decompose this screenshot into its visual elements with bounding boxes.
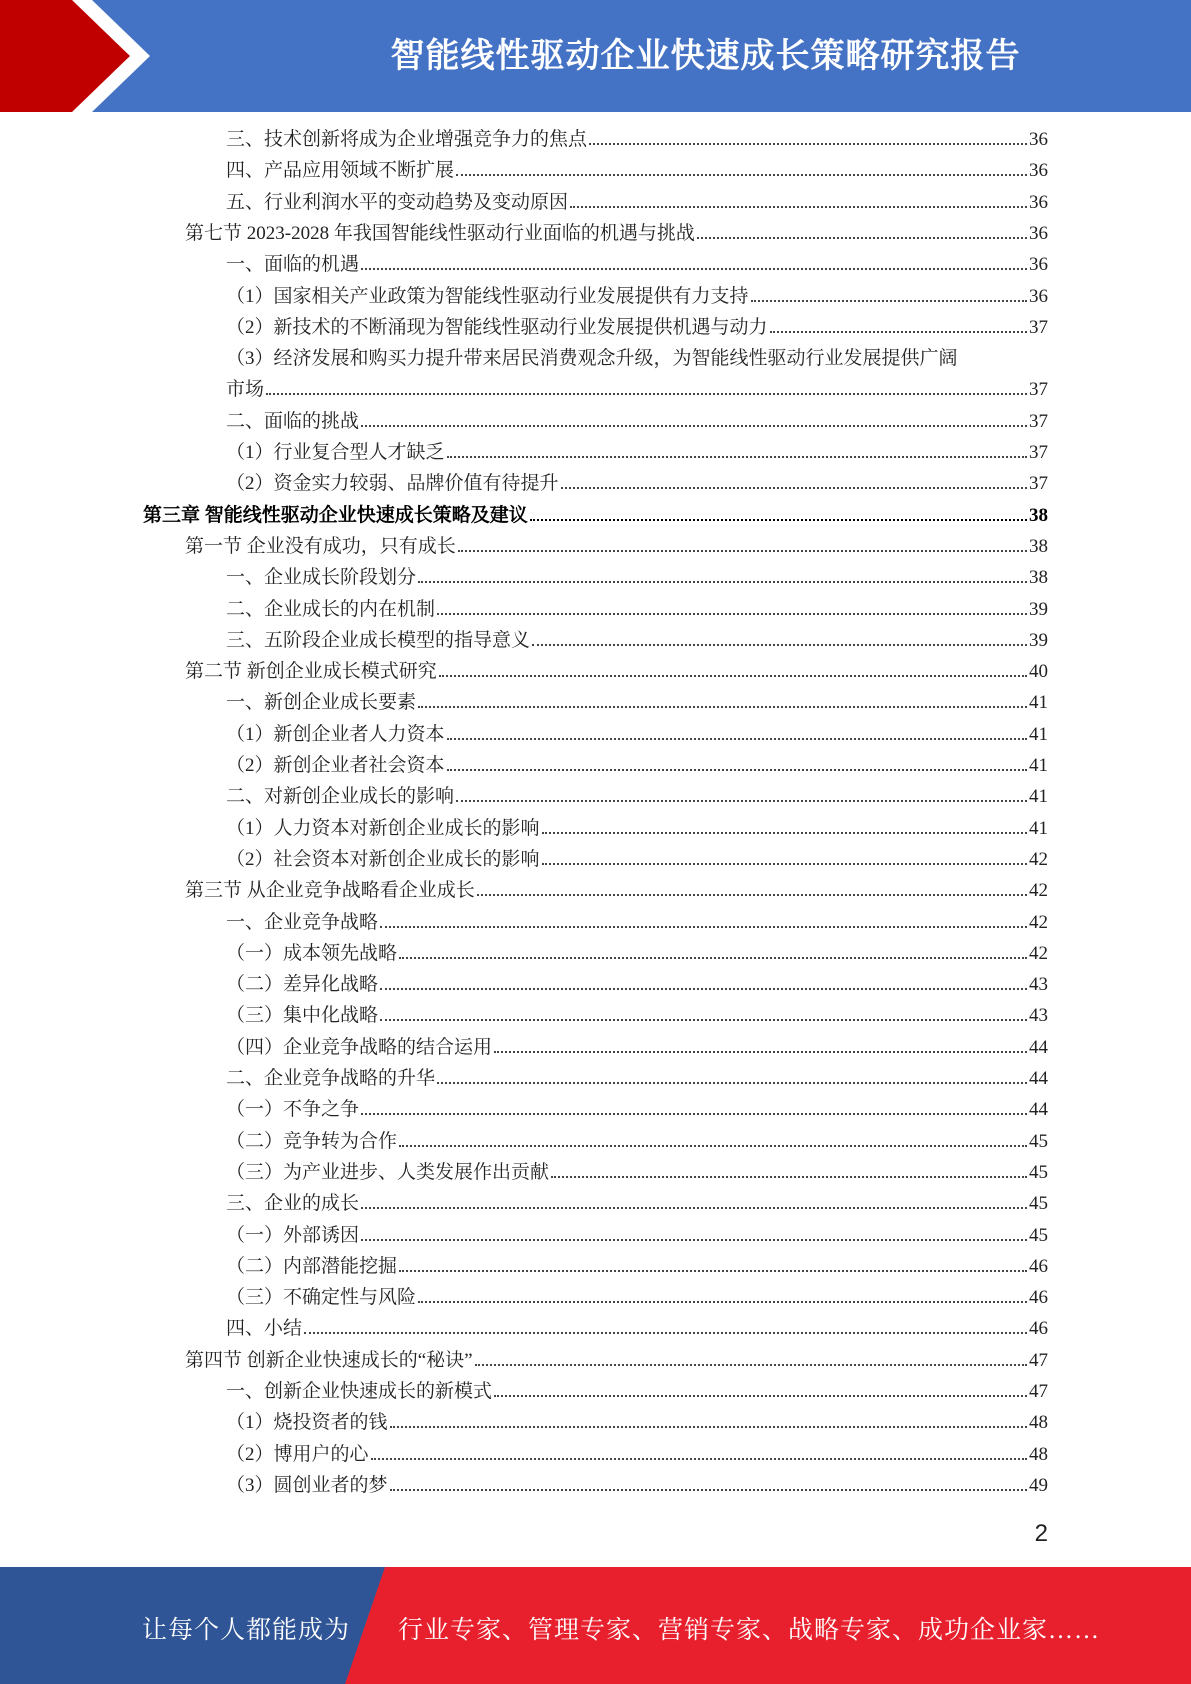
toc-dot-leader [551, 1176, 1027, 1178]
toc-subsection-entry[interactable] [226, 753, 1048, 779]
toc-dot-leader [418, 581, 1027, 583]
toc-page-number: 42 [1029, 911, 1048, 933]
toc-entry-title: （三）集中化战略 [226, 1005, 379, 1027]
toc-entry-title: 一、面临的机遇 [226, 254, 360, 276]
toc-page-number: 39 [1029, 629, 1048, 651]
toc-subsection-entry[interactable] [226, 722, 1048, 748]
toc-subsection-entry[interactable] [226, 127, 1048, 153]
toc-subsection-entry[interactable] [226, 1410, 1048, 1436]
toc-page-number: 41 [1029, 755, 1048, 776]
toc-subsection-entry[interactable] [226, 1473, 1048, 1499]
toc-dot-leader [697, 237, 1027, 239]
page-header [0, 0, 1191, 112]
toc-entry-title: （1）国家相关产业政策为智能线性驱动行业发展提供有力支持 [226, 285, 749, 307]
toc-page-number: 38 [1029, 504, 1048, 526]
toc-dot-leader [418, 1301, 1027, 1303]
toc-entry-title: 一、创新企业快速成长的新模式 [226, 1381, 493, 1402]
toc-dot-leader [530, 519, 1027, 521]
toc-entry-title: 三、企业的成长 [226, 1193, 360, 1215]
toc-subsection-entry[interactable] [226, 972, 1048, 998]
toc-subsection-entry[interactable] [226, 941, 1048, 967]
toc-dot-leader [380, 1019, 1027, 1021]
toc-page-number: 39 [1029, 598, 1048, 620]
toc-entry-title: （1）人力资本对新创企业成长的影响 [226, 817, 540, 839]
toc-subsection-entry[interactable] [226, 190, 1048, 216]
toc-section-entry[interactable] [185, 878, 1048, 904]
toc-dot-leader [304, 1332, 1027, 1334]
toc-entry-title: 四、产品应用领域不断扩展 [226, 160, 455, 182]
toc-entry-title: 三、五阶段企业成长模型的指导意义 [226, 629, 531, 651]
toc-page-number: 42 [1029, 942, 1048, 964]
toc-entry-title: 第七节 2023-2028 年我国智能线性驱动行业面临的机遇与挑战 [185, 222, 695, 244]
toc-dot-leader [361, 1239, 1027, 1241]
toc-page-number: 41 [1029, 692, 1048, 714]
toc-subsection-entry[interactable] [226, 1129, 1048, 1155]
toc-subsection-entry[interactable] [226, 1097, 1048, 1123]
toc-dot-leader [439, 675, 1027, 677]
toc-dot-leader [447, 456, 1027, 458]
toc-subsection-entry[interactable] [226, 1003, 1048, 1029]
toc-dot-leader [494, 1051, 1027, 1053]
toc-entry-title: 二、对新创企业成长的影响 [226, 786, 455, 808]
toc-entry-title: （3）圆创业者的梦 [226, 1474, 388, 1496]
toc-dot-leader [447, 738, 1027, 740]
toc-subsection-entry[interactable] [226, 1442, 1048, 1468]
toc-entry-title: （四）企业竞争战略的结合运用 [226, 1036, 493, 1058]
toc-dot-leader [456, 174, 1027, 176]
toc-page-number: 48 [1029, 1412, 1048, 1434]
toc-page-number: 37 [1029, 410, 1048, 432]
document-title: 智能线性驱动企业快速成长策略研究报告 [390, 36, 1021, 76]
toc-subsection-entry[interactable] [226, 1160, 1048, 1186]
toc-dot-leader [589, 143, 1027, 145]
toc-entry-title: 五、行业利润水平的变动趋势及变动原因 [226, 191, 569, 213]
toc-dot-leader [361, 1113, 1027, 1115]
toc-subsection-entry[interactable] [226, 816, 1048, 842]
toc-subsection-entry[interactable] [226, 628, 1048, 654]
toc-page-number: 49 [1029, 1474, 1048, 1496]
toc-page-number: 36 [1029, 160, 1048, 182]
toc-entry-title: 一、企业竞争战略 [226, 911, 379, 933]
toc-subsection-entry[interactable] [226, 377, 1048, 403]
toc-dot-leader [266, 393, 1027, 395]
toc-dot-leader [371, 1458, 1027, 1460]
toc-subsection-entry[interactable] [226, 1254, 1048, 1280]
toc-subsection-entry[interactable] [226, 1316, 1048, 1342]
toc-page-number: 36 [1029, 191, 1048, 213]
toc-dot-leader [477, 894, 1027, 896]
toc-subsection-entry[interactable] [226, 1066, 1048, 1092]
toc-dot-leader [361, 1207, 1027, 1209]
toc-entry-title: （三）为产业进步、人类发展作出贡献 [226, 1161, 550, 1183]
toc-subsection-entry[interactable] [226, 1223, 1048, 1249]
toc-page-number: 36 [1029, 254, 1048, 276]
toc-entry-title: 第一节 企业没有成功，只有成长 [185, 535, 456, 557]
toc-dot-leader [390, 1489, 1027, 1491]
toc-chapter-entry[interactable] [143, 503, 1048, 529]
toc-dot-leader [390, 1426, 1027, 1428]
toc-entry-title: （二）内部潜能挖掘 [226, 1255, 398, 1277]
toc-entry-title: 四、小结 [226, 1318, 303, 1340]
toc-page-number: 40 [1029, 661, 1048, 683]
toc-dot-leader [418, 706, 1027, 708]
toc-entry-title: （二）竞争转为合作 [226, 1130, 398, 1152]
toc-entry-title: 市场 [226, 379, 265, 401]
toc-entry-title: （2）新技术的不断涌现为智能线性驱动行业发展提供机遇与动力 [226, 316, 768, 338]
toc-subsection-entry[interactable] [226, 1379, 1048, 1405]
toc-entry-text: （3）经济发展和购买力提升带来居民消费观念升级，为智能线性驱动行业发展提供广阔 [226, 348, 958, 370]
toc-dot-leader [570, 206, 1027, 208]
toc-subsection-entry[interactable] [226, 284, 1048, 310]
toc-entry-title: 二、企业竞争战略的升华 [226, 1068, 436, 1089]
toc-page-number: 44 [1029, 1099, 1048, 1121]
toc-page-number: 48 [1029, 1443, 1048, 1465]
toc-entry-title: 二、企业成长的内在机制 [226, 598, 436, 620]
page-number: 2 [1034, 1520, 1048, 1547]
toc-page-number: 36 [1029, 222, 1048, 244]
toc-dot-leader [542, 832, 1027, 834]
toc-dot-leader [361, 425, 1027, 427]
toc-page-number: 36 [1029, 129, 1048, 150]
toc-page-number: 44 [1029, 1068, 1048, 1089]
toc-entry-title: （2）新创企业者社会资本 [226, 755, 445, 776]
toc-dot-leader [456, 800, 1027, 802]
toc-dot-leader [399, 957, 1027, 959]
toc-page-number: 46 [1029, 1287, 1048, 1309]
toc-subsection-entry[interactable] [226, 565, 1048, 591]
toc-page-number: 47 [1029, 1381, 1048, 1402]
page-footer [0, 1567, 1191, 1684]
toc-entry-title: （2）社会资本对新创企业成长的影响 [226, 848, 540, 870]
toc-page-number: 42 [1029, 848, 1048, 870]
toc-subsection-entry[interactable] [226, 784, 1048, 810]
toc-entry-title: 第二节 新创企业成长模式研究 [185, 661, 437, 683]
toc-dot-leader [770, 331, 1027, 333]
toc-page-number: 38 [1029, 567, 1048, 589]
toc-dot-leader [494, 1395, 1027, 1397]
toc-entry-title: 第三章 智能线性驱动企业快速成长策略及建议 [143, 504, 528, 526]
toc-section-entry[interactable] [185, 221, 1048, 247]
toc-page-number: 45 [1029, 1224, 1048, 1246]
toc-subsection-entry[interactable] [226, 910, 1048, 936]
toc-section-entry[interactable] [185, 659, 1048, 685]
toc-dot-leader [458, 550, 1027, 552]
toc-dot-leader [751, 300, 1027, 302]
toc-section-entry[interactable] [185, 534, 1048, 560]
toc-dot-leader [399, 1270, 1027, 1272]
toc-subsection-entry[interactable] [226, 597, 1048, 623]
toc-page-number: 37 [1029, 316, 1048, 338]
toc-page-number: 46 [1029, 1318, 1048, 1340]
toc-subsection-entry[interactable] [226, 440, 1048, 466]
toc-page-number: 47 [1029, 1349, 1048, 1371]
toc-subsection-entry[interactable] [226, 315, 1048, 341]
toc-entry-title: 一、新创企业成长要素 [226, 692, 417, 714]
toc-dot-leader [361, 268, 1027, 270]
toc-dot-leader [380, 988, 1027, 990]
toc-page-number: 45 [1029, 1193, 1048, 1215]
toc-entry-title: （一）外部诱因 [226, 1224, 360, 1246]
toc-page-number: 42 [1029, 880, 1048, 902]
toc-subsection-entry[interactable] [226, 1035, 1048, 1061]
toc-entry-title: 一、企业成长阶段划分 [226, 567, 417, 589]
toc-entry-title: （一）成本领先战略 [226, 942, 398, 964]
toc-entry-title: （一）不争之争 [226, 1099, 360, 1121]
toc-entry-title: 三、技术创新将成为企业增强竞争力的焦点 [226, 129, 588, 150]
toc-page-number: 37 [1029, 379, 1048, 401]
toc-dot-leader [447, 769, 1027, 771]
toc-page-number: 38 [1029, 535, 1048, 557]
toc-page-number: 45 [1029, 1130, 1048, 1152]
toc-dot-leader [380, 926, 1027, 928]
toc-page-number: 36 [1029, 285, 1048, 307]
toc-subsection-entry[interactable] [226, 1191, 1048, 1217]
toc-subsection-entry[interactable] [226, 409, 1048, 435]
toc-entry-title: （2）资金实力较弱、品牌价值有待提升 [226, 473, 559, 495]
toc-dot-leader [437, 1082, 1027, 1084]
toc-page-number: 43 [1029, 1005, 1048, 1027]
toc-dot-leader [399, 1145, 1027, 1147]
toc-page-number: 41 [1029, 817, 1048, 839]
toc-dot-leader [542, 863, 1027, 865]
toc-page-number: 37 [1029, 442, 1048, 463]
toc-entry-title: （2）博用户的心 [226, 1443, 369, 1465]
toc-entry-title: 二、面临的挑战 [226, 410, 360, 432]
toc-entry-title: （三）不确定性与风险 [226, 1287, 417, 1309]
toc-subsection-entry[interactable] [226, 158, 1048, 184]
toc-page-number: 41 [1029, 786, 1048, 808]
toc-dot-leader [532, 644, 1027, 646]
toc-page-number: 44 [1029, 1036, 1048, 1058]
toc-page-number: 43 [1029, 974, 1048, 996]
toc-dot-leader [437, 613, 1027, 615]
toc-page-number: 41 [1029, 723, 1048, 745]
toc-entry-title: 第三节 从企业竞争战略看企业成长 [185, 880, 475, 902]
toc-page-number: 46 [1029, 1255, 1048, 1277]
toc-dot-leader [561, 487, 1027, 489]
toc-subsection-entry[interactable] [226, 690, 1048, 716]
toc-entry-title: （二）差异化战略 [226, 974, 379, 996]
toc-entry-title: （1）行业复合型人才缺乏 [226, 442, 445, 463]
toc-entry-title: （1）新创企业者人力资本 [226, 723, 445, 745]
toc-subsection-entry[interactable] [226, 252, 1048, 278]
toc-entry-title: （1）烧投资者的钱 [226, 1412, 388, 1434]
footer-slogan-left: 让每个人都能成为 [142, 1617, 351, 1644]
toc-subsection-entry[interactable] [226, 1285, 1048, 1311]
toc-subsection-entry[interactable] [226, 471, 1048, 497]
toc-entry-title: 第四节 创新企业快速成长的“秘诀” [185, 1349, 473, 1371]
toc-section-entry[interactable] [185, 1348, 1048, 1374]
toc-page-number: 37 [1029, 473, 1048, 495]
toc-dot-leader [475, 1364, 1027, 1366]
footer-slogan-right: 行业专家、管理专家、营销专家、战略专家、成功企业家…… [398, 1617, 1101, 1644]
toc-subsection-entry[interactable] [226, 847, 1048, 873]
toc-page-number: 45 [1029, 1161, 1048, 1183]
